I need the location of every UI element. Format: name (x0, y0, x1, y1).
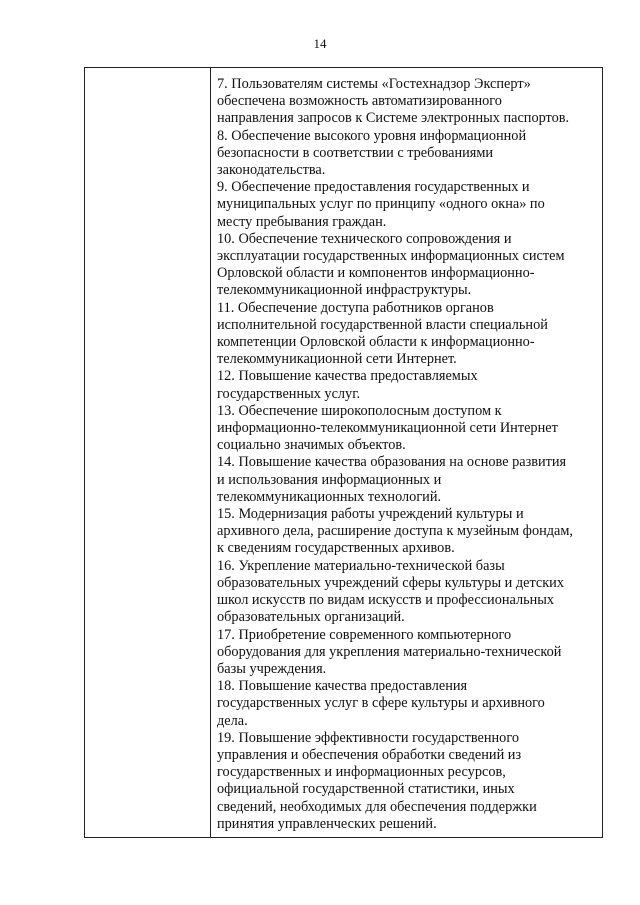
list-item-line: образовательных учреждений сферы культуры и детских (217, 574, 564, 591)
list-item-line: школ искусств по видам искусств и профессиональных (217, 592, 555, 609)
list-item-line: 14. Повышение качества образования на основе развития (217, 454, 567, 471)
list-item-line: оборудования для укрепления материально-технической (217, 643, 562, 660)
list-item (217, 506, 596, 558)
list-item-line: базы учреждения. (217, 660, 327, 677)
list-item (217, 627, 596, 679)
list-item-line: месту пребывания граждан. (217, 213, 387, 230)
table-left-cell (85, 68, 211, 837)
list-item (217, 368, 596, 402)
list-item-line: образовательных организаций. (217, 609, 405, 626)
list-item-line: архивного дела, расширение доступа к музейным фондам, (217, 523, 573, 540)
list-item-line: управления и обеспечения обработки сведений из (217, 746, 522, 763)
list-item-line: Орловской области и компонентов информационно- (217, 265, 535, 282)
list-item-line: 12. Повышение качества предоставляемых (217, 368, 478, 385)
list-item-line: обеспечена возможность автоматизированного (217, 93, 502, 110)
list-item-line: сведений, необходимых для обеспечения поддержки (217, 798, 537, 815)
list-item-line: 9. Обеспечение предоставления государственных и (217, 179, 530, 196)
list-item-line: государственных и информационных ресурсов, (217, 764, 506, 781)
results-table (84, 67, 603, 838)
list-item-line: информационно-телекоммуникационной сети Интернет (217, 420, 558, 437)
list-item (217, 300, 596, 369)
list-item (217, 558, 596, 627)
list-item-line: законодательства. (217, 162, 326, 179)
list-item-line: дела. (217, 712, 248, 729)
list-item-line: 11. Обеспечение доступа работников органов (217, 299, 494, 316)
list-item-line: 7. Пользователям системы «Гостехнадзор Эксперт» (217, 76, 531, 92)
list-item (217, 231, 596, 300)
list-item-line: телекоммуникационной инфраструктуры. (217, 282, 472, 299)
list-item-line: компетенции Орловской области к информационно- (217, 334, 535, 351)
list-item-line: муниципальных услуг по принципу «одного окна» по (217, 196, 545, 213)
list-item (217, 678, 596, 730)
list-item-line: к сведениям государственных архивов. (217, 540, 455, 557)
list-item (217, 128, 596, 180)
list-item-line: 18. Повышение качества предоставления (217, 678, 468, 695)
list-item-line: государственных услуг. (217, 385, 361, 402)
list-item-line: 10. Обеспечение технического сопровождения и (217, 230, 512, 247)
list-item-line: 17. Приобретение современного компьютерного (217, 626, 512, 643)
list-item (217, 454, 596, 506)
list-item-line: социально значимых объектов. (217, 437, 406, 454)
list-item-line: 8. Обеспечение высокого уровня информационной (217, 127, 527, 144)
list-item (217, 730, 596, 833)
list-item (217, 403, 596, 455)
list-item-line: официальной государственной статистики, иных (217, 781, 515, 798)
list-item-line: исполнительной государственной власти специальной (217, 316, 548, 333)
list-item-line: принятия управленческих решений. (217, 815, 437, 832)
list-item-line: безопасности в соответствии с требованиями (217, 144, 494, 161)
list-item-line: 19. Повышение эффективности государственного (217, 729, 519, 746)
list-item (217, 76, 596, 128)
page-number: 14 (313, 36, 327, 51)
list-item-line: 16. Укрепление материально-технической базы (217, 557, 505, 574)
list-item-line: телекоммуникационной сети Интернет. (217, 351, 457, 368)
list-item-line: 13. Обеспечение широкополосным доступом к (217, 402, 502, 419)
list-item-line: телекоммуникационных технологий. (217, 488, 442, 505)
list-item (217, 179, 596, 231)
list-item-line: и использования информационных и (217, 471, 442, 488)
table-right-cell (211, 68, 602, 837)
list-item-line: направления запросов к Системе электронных паспортов. (217, 110, 570, 127)
list-item-line: 15. Модернизация работы учреждений культуры и (217, 506, 524, 523)
list-item-line: государственных услуг в сфере культуры и архивного (217, 695, 545, 712)
list-item-line: эксплуатации государственных информационных систем (217, 248, 565, 265)
